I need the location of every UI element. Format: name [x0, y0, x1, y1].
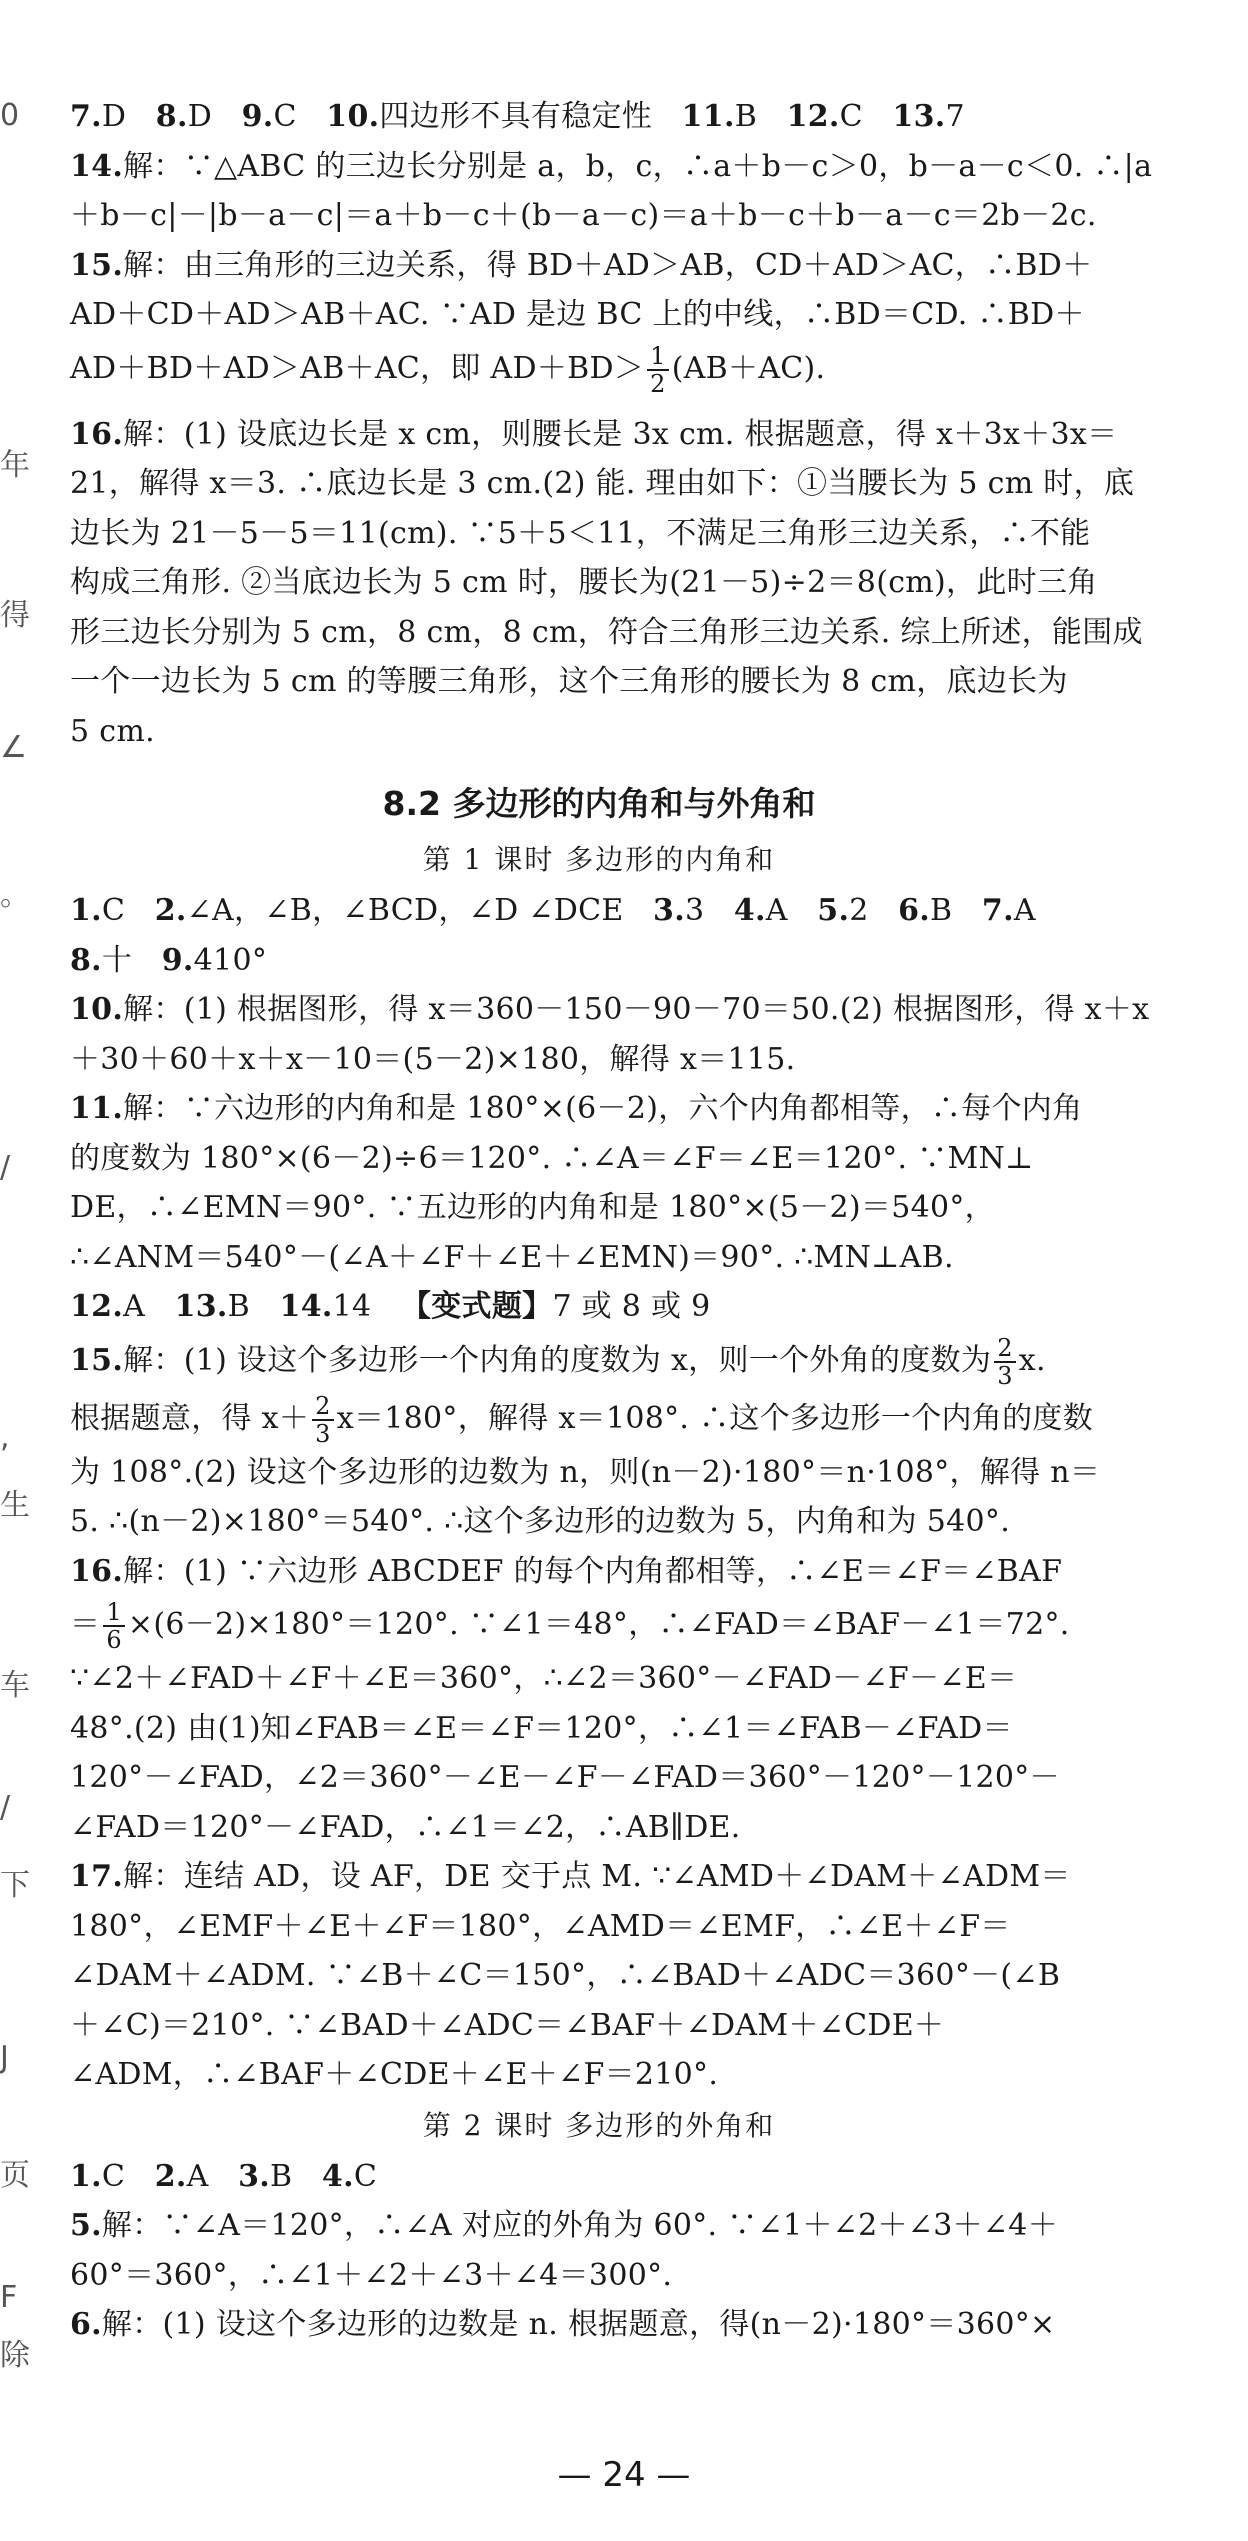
- solution-text: 解：(1) 设这个多边形一个内角的度数为 x，则一个外角的度数为: [123, 1342, 992, 1378]
- solution-11-line: ∴∠ANM＝540°－(∠A＋∠F＋∠E＋∠EMN)＝90°. ∴MN⊥AB.: [70, 1239, 954, 1275]
- denominator: 6: [106, 1626, 122, 1654]
- solution-16-line: 5 cm.: [70, 713, 155, 749]
- solution-16-line: 120°－∠FAD，∠2＝360°－∠E－∠F－∠FAD＝360°－120°－120°－: [70, 1760, 1060, 1795]
- q-num: 16.: [70, 416, 124, 452]
- answer: A: [123, 1289, 146, 1324]
- q-num: 13.: [174, 1289, 228, 1324]
- page-number-value: 24: [602, 2455, 646, 2495]
- answer: B: [734, 99, 758, 134]
- answer: 7: [945, 99, 965, 134]
- answer: A: [765, 893, 788, 928]
- answer: C: [839, 99, 863, 134]
- solution-10-line: [70, 985, 1150, 1035]
- solution-16-line: 48°.(2) 由(1)知∠FAB＝∠E＝∠F＝120°，∴∠1＝∠FAB－∠FAD＝: [70, 1710, 1013, 1746]
- answer: 410°: [193, 942, 268, 978]
- solution-text: ＝: [70, 1607, 101, 1642]
- solution-11-line: [70, 1084, 1128, 1134]
- q-num: 3.: [238, 2158, 271, 2194]
- q-num: 14.: [70, 148, 124, 184]
- gutter-char: 页: [0, 2158, 30, 2193]
- solution-17-line: 180°，∠EMF＋∠E＋∠F＝180°，∠AMD＝∠EMF，∴∠E＋∠F＝: [70, 1908, 1011, 1944]
- q-num: 6.: [70, 2307, 102, 2342]
- q-num: 15.: [70, 247, 124, 283]
- gutter-char: 。: [0, 878, 30, 913]
- q-num: 1.: [70, 2158, 102, 2194]
- answer: 四边形不具有稳定性: [379, 99, 653, 134]
- variant-label: 【变式题】: [400, 1289, 553, 1324]
- q-num: 11.: [70, 1091, 124, 1126]
- q-num: 8.: [70, 942, 102, 978]
- solution-text: 解：∵六边形的内角和是 180°×(6－2)，六个内角都相等，∴每个内角: [123, 1091, 1083, 1126]
- solution-15-line: [70, 340, 1128, 398]
- q-num: 9.: [241, 99, 274, 134]
- q-num: 8.: [155, 99, 188, 134]
- gutter-char: 除: [0, 2338, 30, 2373]
- solution-text: x＝180°，解得 x＝108°. ∴这个多边形一个内角的度数: [336, 1400, 1094, 1436]
- gutter-char: ,: [0, 1420, 10, 1455]
- answer: A: [186, 2158, 209, 2194]
- solution-text: 解：∵△ABC 的三边长分别是 a，b，c，∴a＋b－c＞0，b－a－c＜0. ∴|a: [123, 148, 1153, 184]
- fraction: [994, 1335, 1016, 1389]
- solution-15-line: [70, 1390, 1128, 1448]
- solution-text: (AB＋AC).: [671, 350, 826, 386]
- solution-16-line: [70, 1547, 1128, 1597]
- solution-17-line: ∠ADM，∴∠BAF＋∠CDE＋∠E＋∠F＝210°.: [70, 2057, 719, 2092]
- q-num: 2.: [154, 2158, 187, 2194]
- solution-6-line: [70, 2300, 1128, 2350]
- q-num: 5.: [70, 2208, 102, 2243]
- numerator: 2: [994, 1335, 1016, 1363]
- solution-15-line: 5. ∴(n－2)×180°＝540°. ∴这个多边形的边数为 5，内角和为 540°.: [70, 1504, 1011, 1539]
- solution-17-line: ∠DAM＋∠ADM. ∵∠B＋∠C＝150°，∴∠BAD＋∠ADC＝360°－(∠B: [70, 1958, 1061, 1993]
- q-num: 15.: [70, 1342, 124, 1378]
- solution-text: 解：(1) ∵六边形 ABCDEF 的每个内角都相等，∴∠E＝∠F＝∠BAF: [123, 1553, 1063, 1589]
- q-num: 2.: [154, 893, 187, 928]
- q-num: 4.: [321, 2158, 354, 2194]
- gutter-char: ∠: [0, 730, 27, 765]
- solution-16-line: ∠FAD＝120°－∠FAD，∴∠1＝∠2，∴AB∥DE.: [70, 1809, 741, 1845]
- answer: D: [187, 99, 213, 134]
- q-num: 6.: [898, 893, 931, 928]
- answer: C: [101, 893, 126, 928]
- numerator: 2: [312, 1393, 334, 1421]
- answer: C: [353, 2158, 378, 2194]
- section-title: 8.2 多边形的内角和与外角和: [382, 784, 816, 823]
- lesson-title: 第 2 课时 多边形的外角和: [422, 2108, 776, 2142]
- answer: C: [101, 2158, 126, 2194]
- denominator: 2: [650, 369, 666, 398]
- answer: C: [273, 99, 297, 134]
- answer: D: [101, 99, 127, 134]
- solution-text: 解：(1) 设底边长是 x cm，则腰长是 3x cm. 根据题意，得 x＋3x＋3x＝: [123, 416, 1118, 452]
- left-margin-cropped-text: [0, 0, 30, 2541]
- solution-17-line: [70, 1852, 1128, 1902]
- solution-14-line: ＋b－c|－|b－a－c|＝a＋b－c＋(b－a－c)＝a＋b－c＋b－a－c＝2b－2c.: [70, 198, 1097, 233]
- solution-16-line: 构成三角形. ②当底边长为 5 cm 时，腰长为(21－5)÷2＝8(cm)，此时三角: [70, 565, 1098, 600]
- q-num: 17.: [70, 1859, 124, 1894]
- answer: B: [227, 1289, 251, 1324]
- answer: 2: [849, 893, 869, 928]
- answer-row-1-4: [70, 2152, 1128, 2202]
- solution-15-line: [70, 1332, 1128, 1390]
- answer: 7 或 8 或 9: [552, 1289, 711, 1324]
- denominator: 3: [997, 1361, 1013, 1390]
- fraction: [647, 343, 669, 397]
- solution-14-line: [70, 142, 1153, 192]
- solution-text: 解：∵∠A＝120°，∴∠A 对应的外角为 60°. ∵∠1＋∠2＋∠3＋∠4＋: [101, 2208, 1058, 2243]
- gutter-char: 0: [0, 98, 20, 133]
- gutter-char: 生: [0, 1488, 30, 1523]
- solution-16-line: [70, 410, 1128, 460]
- fraction: [103, 1599, 125, 1653]
- answer: B: [270, 2158, 293, 2194]
- gutter-char: 年: [0, 448, 30, 483]
- answer: 14: [332, 1289, 372, 1324]
- solution-16-line: 21，解得 x＝3. ∴底边长是 3 cm.(2) 能. 理由如下：①当腰长为 5 cm 时，底: [70, 466, 1135, 501]
- answer: A: [1013, 893, 1036, 928]
- q-num: 14.: [279, 1289, 333, 1324]
- q-num: 1.: [70, 893, 102, 928]
- q-num: 10.: [70, 992, 124, 1027]
- solution-text: x.: [1018, 1342, 1046, 1378]
- numerator: 1: [103, 1599, 125, 1627]
- answer-row-12-14: [70, 1282, 1128, 1332]
- lesson-title: 第 1 课时 多边形的内角和: [422, 843, 776, 876]
- fraction: [312, 1393, 334, 1447]
- solution-10-line: ＋30＋60＋x＋x－10＝(5－2)×180，解得 x＝115.: [70, 1041, 796, 1077]
- solution-15-line: AD＋CD＋AD＞AB＋AC. ∵AD 是边 BC 上的中线，∴BD＝CD. ∴BD＋: [70, 297, 1085, 332]
- solution-text: AD＋BD＋AD＞AB＋AC，即 AD＋BD＞: [70, 350, 645, 386]
- solution-text: ×(6－2)×180°＝120°. ∵∠1＝48°，∴∠FAD＝∠BAF－∠1＝72°.: [127, 1607, 1070, 1642]
- numerator: 1: [647, 343, 669, 371]
- q-num: 7.: [981, 893, 1014, 928]
- solution-11-line: DE，∴∠EMN＝90°. ∵五边形的内角和是 180°×(5－2)＝540°，: [70, 1190, 995, 1225]
- q-num: 13.: [892, 99, 946, 134]
- solution-text: 解：(1) 根据图形，得 x＝360－150－90－70＝50.(2) 根据图形，得 x＋x: [123, 992, 1150, 1027]
- page-number: — 24 —: [557, 2455, 691, 2495]
- gutter-char: 下: [0, 1868, 30, 1903]
- q-num: 16.: [70, 1553, 124, 1589]
- answer-row-7-13: [70, 92, 1128, 142]
- q-num: 4.: [733, 893, 766, 928]
- solution-16-line: 边长为 21－5－5＝11(cm). ∵5＋5＜11，不满足三角形三边关系，∴不能: [70, 515, 1091, 551]
- q-num: 12.: [70, 1289, 124, 1324]
- answer-row-8-9: [70, 936, 1128, 986]
- solution-text: 解：(1) 设这个多边形的边数是 n. 根据题意，得(n－2)·180°＝360°×: [101, 2307, 1056, 2342]
- solution-15-line: [70, 241, 1128, 291]
- q-num: 11.: [681, 99, 735, 134]
- q-num: 9.: [161, 942, 194, 978]
- q-num: 3.: [653, 893, 685, 928]
- answer-page: [70, 92, 1153, 2350]
- answer: ∠A，∠B，∠BCD，∠D ∠DCE: [186, 893, 624, 928]
- gutter-char: 车: [0, 1668, 30, 1703]
- solution-text: 解：连结 AD，设 AF，DE 交于点 M. ∵∠AMD＋∠DAM＋∠ADM＝: [123, 1859, 1071, 1894]
- answer-row-1-7: [70, 886, 1128, 936]
- answer: 3: [684, 893, 705, 928]
- solution-15-line: 为 108°.(2) 设这个多边形的边数为 n，则(n－2)·180°＝n·108°，解得 n＝: [70, 1454, 1101, 1490]
- gutter-char: /: [0, 1790, 11, 1825]
- solution-17-line: ＋∠C)＝210°. ∵∠BAD＋∠ADC＝∠BAF＋∠DAM＋∠CDE＋: [70, 2007, 945, 2043]
- answer: B: [930, 893, 953, 928]
- solution-text: 解：由三角形的三边关系，得 BD＋AD＞AB，CD＋AD＞AC，∴BD＋: [123, 247, 1093, 283]
- gutter-char: /: [0, 1150, 11, 1185]
- denominator: 3: [315, 1419, 331, 1448]
- gutter-char: J: [0, 2040, 9, 2075]
- solution-11-line: 的度数为 180°×(6－2)÷6＝120°. ∴∠A＝∠F＝∠E＝120°. ∵MN⊥: [70, 1140, 1034, 1176]
- solution-16-line: ∵∠2＋∠FAD＋∠F＋∠E＝360°，∴∠2＝360°－∠FAD－∠F－∠E＝: [70, 1661, 1018, 1696]
- q-num: 10.: [326, 99, 380, 134]
- q-num: 12.: [786, 99, 840, 134]
- solution-5-line: 60°＝360°，∴∠1＋∠2＋∠3＋∠4＝300°.: [70, 2257, 673, 2293]
- solution-16-line: [70, 1596, 1128, 1654]
- gutter-char: 得: [0, 598, 30, 633]
- solution-5-line: [70, 2201, 1128, 2251]
- solution-16-line: 形三边长分别为 5 cm，8 cm，8 cm，符合三角形三边关系. 综上所述，能围成: [70, 614, 1143, 650]
- gutter-char: F: [0, 2280, 18, 2315]
- q-num: 5.: [817, 893, 850, 928]
- solution-16-line: 一个一边长为 5 cm 的等腰三角形，这个三角形的腰长为 8 cm，底边长为: [70, 664, 1068, 699]
- solution-text: 根据题意，得 x＋: [70, 1400, 310, 1436]
- answer: 十: [101, 942, 133, 978]
- q-num: 7.: [70, 99, 102, 134]
